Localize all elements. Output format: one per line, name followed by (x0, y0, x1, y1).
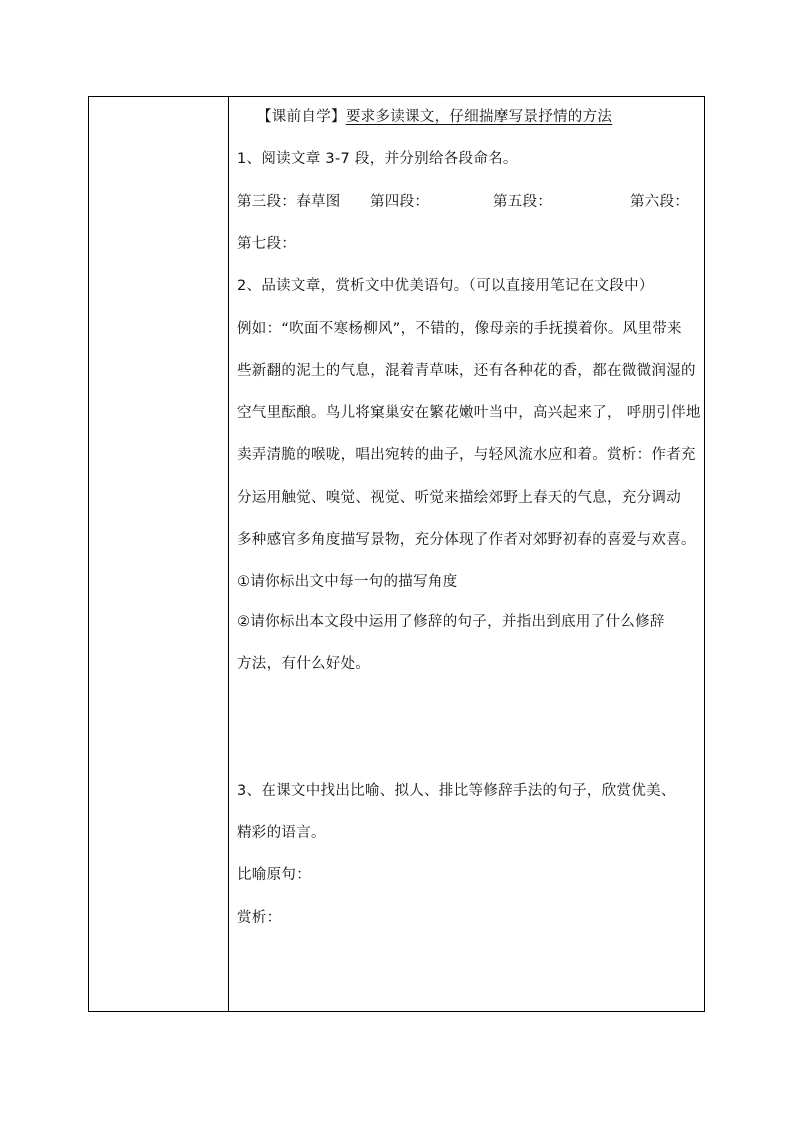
para3-label: 第三段：春草图 (237, 194, 341, 210)
example-line: 分运用触觉、嗅觉、视觉、听觉来描绘郊野上春天的气息，充分调动 (237, 490, 681, 506)
example-line: 卖弄清脆的喉咙，唱出宛转的曲子，与轻风流水应和着。赏析：作者充 (237, 447, 696, 463)
heading-tag: 【课前自学】 (257, 109, 346, 125)
example-line: 例如：“吹面不寒杨柳风”，不错的，像母亲的手抚摸着你。风里带来 (237, 321, 682, 337)
worksheet-table (88, 96, 705, 1012)
question-2-line1: ②请你标出本文段中运用了修辞的句子，并指出到底用了什么修辞 (237, 614, 665, 630)
content-cell (229, 97, 704, 1011)
para4-label: 第四段： (370, 194, 430, 210)
para6-label: 第六段： (630, 194, 690, 210)
paragraph-name-row (237, 192, 707, 212)
question-2-line2: 方法，有什么好处。 (237, 656, 371, 672)
question-1: ①请你标出文中每一句的描写角度 (237, 574, 458, 590)
task3-prompt-line1: 3、在课文中找出比喻、拟人、排比等修辞手法的句子，欣赏优美、 (237, 783, 676, 799)
task3-prompt-line2: 精彩的语言。 (237, 825, 326, 841)
para7-label: 第七段： (237, 236, 297, 252)
metaphor-label: 比喻原句： (237, 867, 311, 883)
example-line: 些新翻的泥土的气息，混着青草味，还有各种花的香，都在微微润湿的 (237, 363, 696, 379)
section-heading (257, 107, 612, 127)
para5-label: 第五段： (493, 194, 553, 210)
example-line: 空气里酝酿。鸟儿将窠巢安在繁花嫩叶当中，高兴起来了， 呼朋引伴地 (237, 405, 701, 421)
analysis-label: 赏析： (237, 910, 282, 926)
task1-prompt: 1、阅读文章 3-7 段，并分别给各段命名。 (237, 151, 518, 167)
example-line: 多种感官多角度描写景物，充分体现了作者对郊野初春的喜爱与欢喜。 (237, 532, 696, 548)
left-column-cell (89, 97, 229, 1011)
heading-requirement: 要求多读课文，仔细揣摩写景抒情的方法 (345, 109, 613, 125)
task2-prompt: 2、品读文章，赏析文中优美语句。（可以直接用笔记在文段中） (237, 278, 654, 294)
